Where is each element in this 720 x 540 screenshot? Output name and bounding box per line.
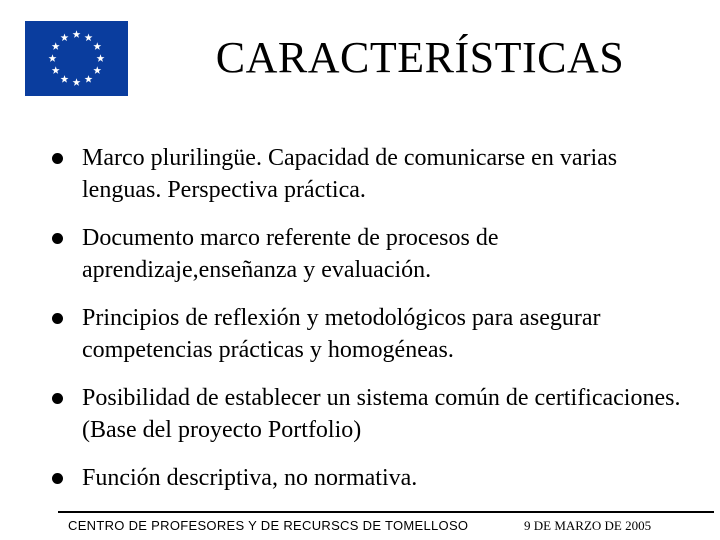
flag-star — [52, 42, 60, 50]
bullet-icon — [52, 393, 63, 404]
bullet-text: Documento marco referente de procesos de aprendizaje,enseñanza y evaluación. — [82, 225, 499, 283]
flag-star — [93, 66, 101, 74]
bullet-list — [52, 142, 702, 494]
flag-star — [97, 54, 105, 62]
bullet-item — [52, 222, 702, 286]
flag-star — [85, 75, 93, 83]
bullet-text: Principios de reflexión y metodológicos para asegurar competencias prácticas y homogéneas. — [82, 305, 601, 363]
bullet-item — [52, 382, 702, 446]
bullet-icon — [52, 233, 63, 244]
flag-star — [93, 42, 101, 50]
bullet-icon — [52, 153, 63, 164]
flag-star — [49, 54, 57, 62]
eu-flag-icon — [25, 21, 128, 96]
slide-title: CARACTERÍSTICAS — [215, 33, 625, 82]
footer-divider — [58, 511, 714, 513]
flag-star — [61, 75, 69, 83]
bullet-item — [52, 462, 702, 494]
flag-star — [61, 34, 69, 42]
bullet-text: Marco plurilingüe. Capacidad de comunicarse en varias lenguas. Perspectiva práctica. — [82, 145, 618, 203]
footer-date: 9 DE MARZO DE 2005 — [524, 518, 652, 533]
flag-star — [52, 66, 60, 74]
bullet-icon — [52, 313, 63, 324]
bullet-item — [52, 142, 702, 206]
flag-star — [73, 78, 81, 86]
flag-star — [85, 34, 93, 42]
bullet-icon — [52, 473, 63, 484]
flag-star — [73, 30, 81, 38]
bullet-item — [52, 302, 702, 366]
bullet-text: Función descriptiva, no normativa. — [82, 465, 418, 491]
footer-organization: CENTRO DE PROFESORES Y DE RECURSCS DE TOMELLOSO — [68, 518, 469, 533]
bullet-text: Posibilidad de establecer un sistema común de certificaciones. (Base del proyecto Portfolio) — [82, 385, 681, 443]
